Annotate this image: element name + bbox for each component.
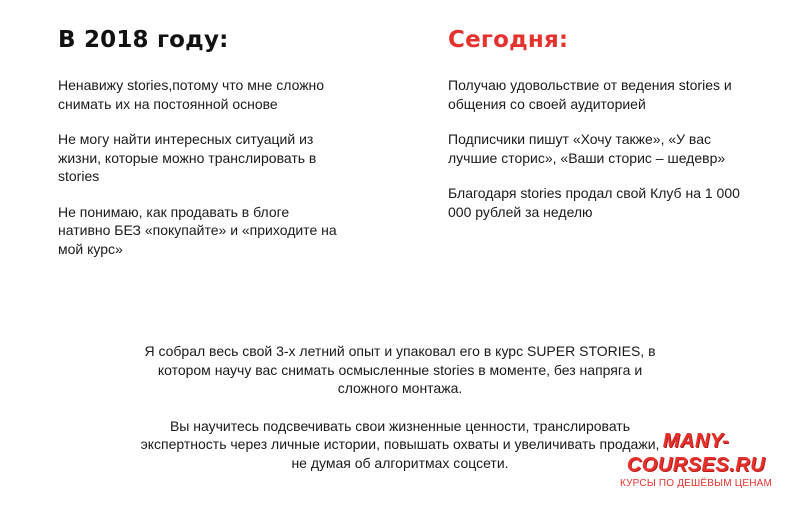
right-column (448, 24, 768, 238)
center-paragraph-2: Вы научитесь подсвечивать свои жизненные ценности, транслировать экспертность через личные истории, повышать охваты и увеличивать продажи, не думая об алгоритмах соцсети. (140, 417, 660, 471)
right-heading: Сегодня: (448, 27, 569, 53)
left-column (58, 24, 358, 275)
right-paragraph-3: Благодаря stories продал свой Клуб на 1 000 000 рублей за неделю (448, 185, 740, 220)
left-paragraph-1: Ненавижу stories,потому что мне сложно снимать их на постоянной основе (58, 77, 325, 112)
left-heading: В 2018 году: (58, 27, 229, 53)
center-paragraph-1: Я собрал весь свой 3-х летний опыт и упаковал его в курс SUPER STORIES, в котором научу вас снимать осмысленные stories в моменте, без напряга и сложного монтажа. (144, 343, 656, 396)
course-description (120, 342, 680, 491)
watermark-title: MANY-COURSES.RU (626, 430, 766, 476)
watermark-subtitle: КУРСЫ ПО ДЕШЁВЫМ ЦЕНАМ (619, 478, 773, 489)
left-paragraph-3: Не понимаю, как продавать в блоге нативно БЕЗ «покупайте» и «приходите на мой курс» (58, 203, 337, 257)
watermark-logo (606, 429, 786, 490)
right-paragraph-1: Получаю удовольствие от ведения stories и общения со своей аудиторией (448, 77, 732, 112)
right-paragraph-2: Подписчики пишут «Хочу также», «У вас лучшие сторис», «Ваши сторис – шедевр» (448, 131, 726, 166)
left-paragraph-2: Не могу найти интересных ситуаций из жизни, которые можно транслировать в stories (58, 131, 317, 184)
